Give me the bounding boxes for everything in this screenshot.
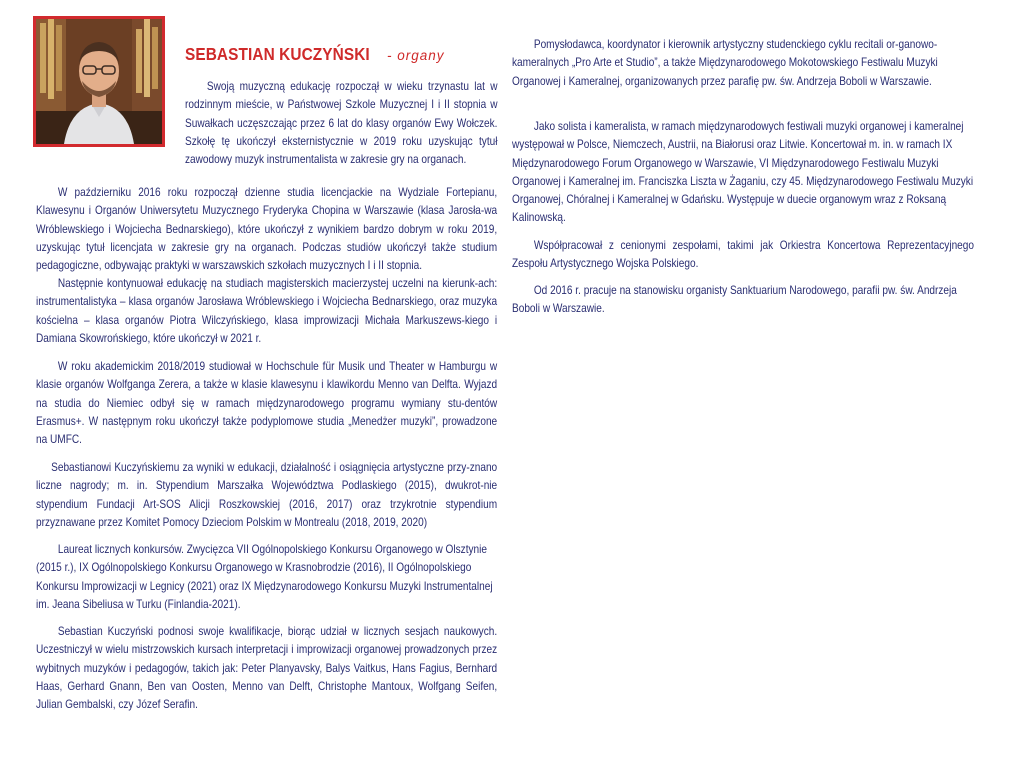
bio-paragraph-1: Swoją muzyczną edukację rozpoczął w wieku trzynastu lat w rodzinnym mieście, w Państwowej Szkole Muzycznej I i II stopnia w Suwałkach uczęszczając przez 6 lat do klasy organów Ewy Wołczek. Szkołę tę ukończył eksternistycznie w 2019 roku uzyskując tytuł zawodowy muzyk instrumentalista w zakresie gry na organach. [185,79,498,167]
person-name: SEBASTIAN KUCZYŃSKI [185,44,370,64]
bio-paragraph-6: Laureat licznych konkursów. Zwycięzca VII Ogólnopolskiego Konkursu Organowego w Olsztynie (2015 r.), IX Ogólnopolskiego Konkursu Organowego w Krasnobrodzie (2016), II Ogólnopolskiego Konkursu Improwizacji w Legnicy (2021) oraz IX Międzynarodowego Konkursu Muzyki Instrumentalnej im. Jeana Sibeliusa w Turku (Finlandia-2021). [36,542,493,611]
bio-paragraph-2: W październiku 2016 roku rozpoczął dzienne studia licencjackie na Wydziale Fortepianu, Klawesynu i Organów Uniwersytetu Muzycznego Fryderyka Chopina w Warszawie (klasa Jarosła-wa Wróblewskiego i Wojciecha Bednarskiego), które ukończył z wynikiem bardzo dobrym w roku 2019, uzyskując tytuł licencjata w zakresie gry na organach. Podczas studiów ukończył także studium pedagogiczne, odbywając praktyki w warszawskich szkołach muzycznych I i II stopnia. [36,185,498,273]
person-role: - organy [386,48,445,63]
bio-paragraph-8: Pomysłodawca, koordynator i kierownik artystyczny studenckiego cyklu recitali or-ganowo-kameralnych „Pro Arte et Studio”, a także Międzynarodowego Mokotowskiego Festiwalu Muzyki Organowej i Kameralnej, organizowanych przez parafię pw. św. Andrzeja Boboli w Warszawie. [512,37,938,88]
name-heading [185,44,445,65]
bio-paragraph-5: Sebastianowi Kuczyńskiemu za wyniki w edukacji, działalność i osiągnięcia artystyczne przy-znano liczne nagrody; m. in. Stypendium Marszałka Województwa Podlaskiego (2015), dwukrot-nie stypendium Fundacji Art-SOS Alicji Roszkowskiej (2016, 2017) oraz trzykrotnie stypendium przyznawane przez Komitet Pomocy Dzieciom Polskim w Montrealu (2018, 2019, 2020) [36,460,498,529]
bio-paragraph-9: Jako solista i kameralista, w ramach międzynarodowych festiwali muzyki organowej i kameralnej występował w Polsce, Niemczech, Austrii, na Białorusi oraz Litwie. Koncertował m. in. w ramach IX Międzynarodowego Forum Organowego w Warszawie, VI Międzynarodowego Festiwalu Muzyki Organowej i Kameralnej im. Franciszka Liszta w Żaganiu, czy 45. Międzynarodowego Festiwalu Muzyki Organowej, Chóralnej i Kameralnej w Gdańsku. Występuje w duecie organowym wraz z Roksaną Kalinowską. [512,119,974,225]
bio-paragraph-4: W roku akademickim 2018/2019 studiował w Hochschule für Musik und Theater w Hamburgu w klasie organów Wolfganga Zerera, a także w klasie klawesynu i klawikordu Menno van Delfta. Wyjazd na studia do Niemiec odbył się w ramach międzynarodowego programu wymiany stu-dentów Erasmus+. W następnym roku ukończył także podyplomowe studia „Menedżer muzyki”, prowadzone na UMFC. [36,359,498,447]
bio-paragraph-10: Współpracował z cenionymi zespołami, takimi jak Orkiestra Koncertowa Reprezentacyjnego Zespołu Artystycznego Wojska Polskiego. [512,238,974,271]
bio-paragraph-3: Następnie kontynuował edukację na studiach magisterskich macierzystej uczelni na kierunk-ach: instrumentalistyka – klasa organów Jarosława Wróblewskiego i Wojciecha Bednarskiego, oraz muzyka kościelna – klasa organów Piotra Wilczyńskiego, klasa improwizacji Michała Markuszews-kiego i Damiana Skowrońskiego, które ukończył w 2021 r. [36,276,498,345]
bio-paragraph-11: Od 2016 r. pracuje na stanowisku organisty Sanktuarium Narodowego, parafii pw. św. Andrzeja Boboli w Warszawie. [512,283,957,316]
portrait-photo [33,16,165,147]
bio-paragraph-7: Sebastian Kuczyński podnosi swoje kwalifikacje, biorąc udział w licznych sesjach naukowych. Uczestniczył w wielu mistrzowskich kursach interpretacji i improwizacji organowej prowadzonych przez wybitnych muzyków i pedagogów, takich jak: Peter Planyavsky, Balys Vaitkus, Hans Fagius, Bernhard Haas, Gerhard Gnann, Ben van Oosten, Menno van Delft, Christophe Mantoux, Wolfgang Seifen, Julian Gembalski, czy Józef Serafin. [36,624,498,712]
